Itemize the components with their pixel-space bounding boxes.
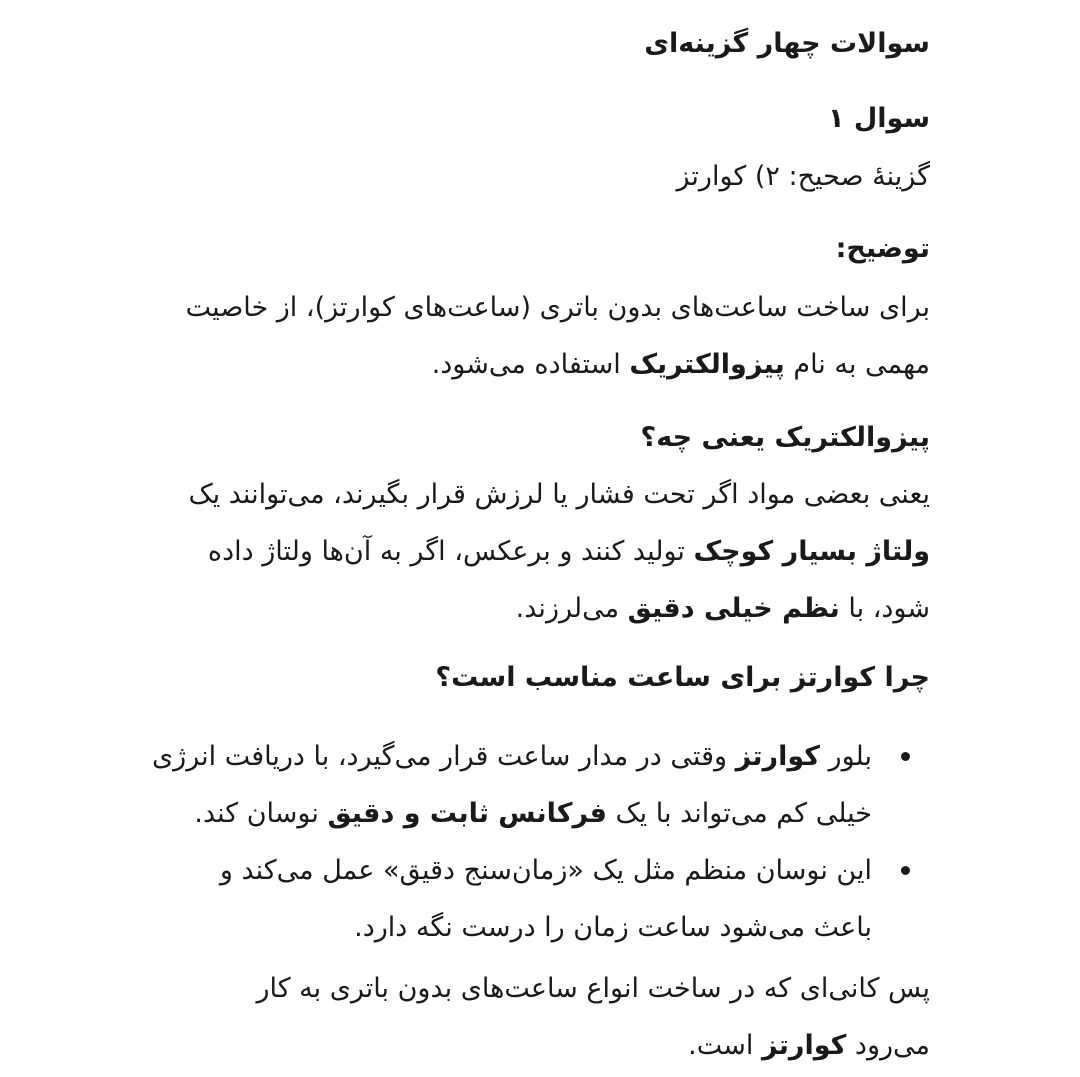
piezo-line-2: [189, 523, 931, 580]
text-span: بلور: [819, 741, 872, 772]
question-title: سوال ۱: [827, 103, 930, 134]
text-span: است.: [688, 1030, 762, 1061]
text-span: نوسان کند.: [194, 798, 328, 829]
explanation-heading: توضیح:: [835, 233, 930, 264]
conclusion-line-1: پس کانی‌ای که در ساخت انواع ساعت‌های بدون باتری به کار: [256, 973, 930, 1004]
explanation-line-2: [186, 336, 930, 393]
bullet-list: [152, 728, 930, 956]
text-span: شود، با: [839, 593, 930, 624]
explanation-line-1: برای ساخت ساعت‌های بدون باتری (ساعت‌های کوارتز)، از خاصیت: [185, 292, 930, 323]
bullet-line: [152, 728, 872, 785]
piezo-line-1: یعنی بعضی مواد اگر تحت فشار یا لرزش قرار بگیرند، می‌توانند یک: [188, 479, 930, 510]
bold-term: کوارتز: [735, 741, 820, 772]
bold-term: نظم خیلی دقیق: [627, 593, 840, 624]
correct-answer: گزینهٔ صحیح: ۲) کوارتز: [676, 161, 930, 192]
text-span: استفاده می‌شود.: [431, 349, 630, 380]
section-title: سوالات چهار گزینه‌ای: [644, 28, 930, 59]
explanation-paragraph: [186, 279, 930, 393]
conclusion-line-2: [256, 1017, 930, 1074]
list-item: [152, 842, 872, 956]
list-item: [152, 728, 872, 842]
conclusion-paragraph: [256, 960, 930, 1074]
bullet-icon: [901, 752, 910, 761]
text-span: می‌لرزند.: [515, 593, 628, 624]
text-span: می‌رود: [846, 1030, 930, 1061]
bold-term: ولتاژ بسیار کوچک: [693, 536, 930, 567]
text-span: خیلی کم می‌تواند با یک: [606, 798, 872, 829]
bold-term: پیزوالکتریک: [629, 349, 785, 380]
bullet-line: [152, 785, 872, 842]
text-span: تولید کنند و برعکس، اگر به آن‌ها ولتاژ داده: [207, 536, 694, 567]
why-quartz-heading: چرا کوارتز برای ساعت مناسب است؟: [435, 662, 930, 693]
bold-term: کوارتز: [761, 1030, 847, 1061]
text-span: مهمی به نام: [784, 349, 930, 380]
text-span: وقتی در مدار ساعت قرار می‌گیرد، با دریافت انرژی: [152, 741, 736, 772]
bullet-line: این نوسان منظم مثل یک «زمان‌سنج دقیق» عمل می‌کند و: [219, 855, 872, 886]
piezo-heading: پیزوالکتریک یعنی چه؟: [640, 422, 930, 453]
piezo-paragraph: [189, 466, 931, 637]
bold-term: فرکانس ثابت و دقیق: [327, 798, 607, 829]
piezo-line-3: [189, 580, 931, 637]
bullet-line: باعث می‌شود ساعت زمان را درست نگه دارد.: [354, 912, 872, 943]
bullet-icon: [901, 866, 910, 875]
